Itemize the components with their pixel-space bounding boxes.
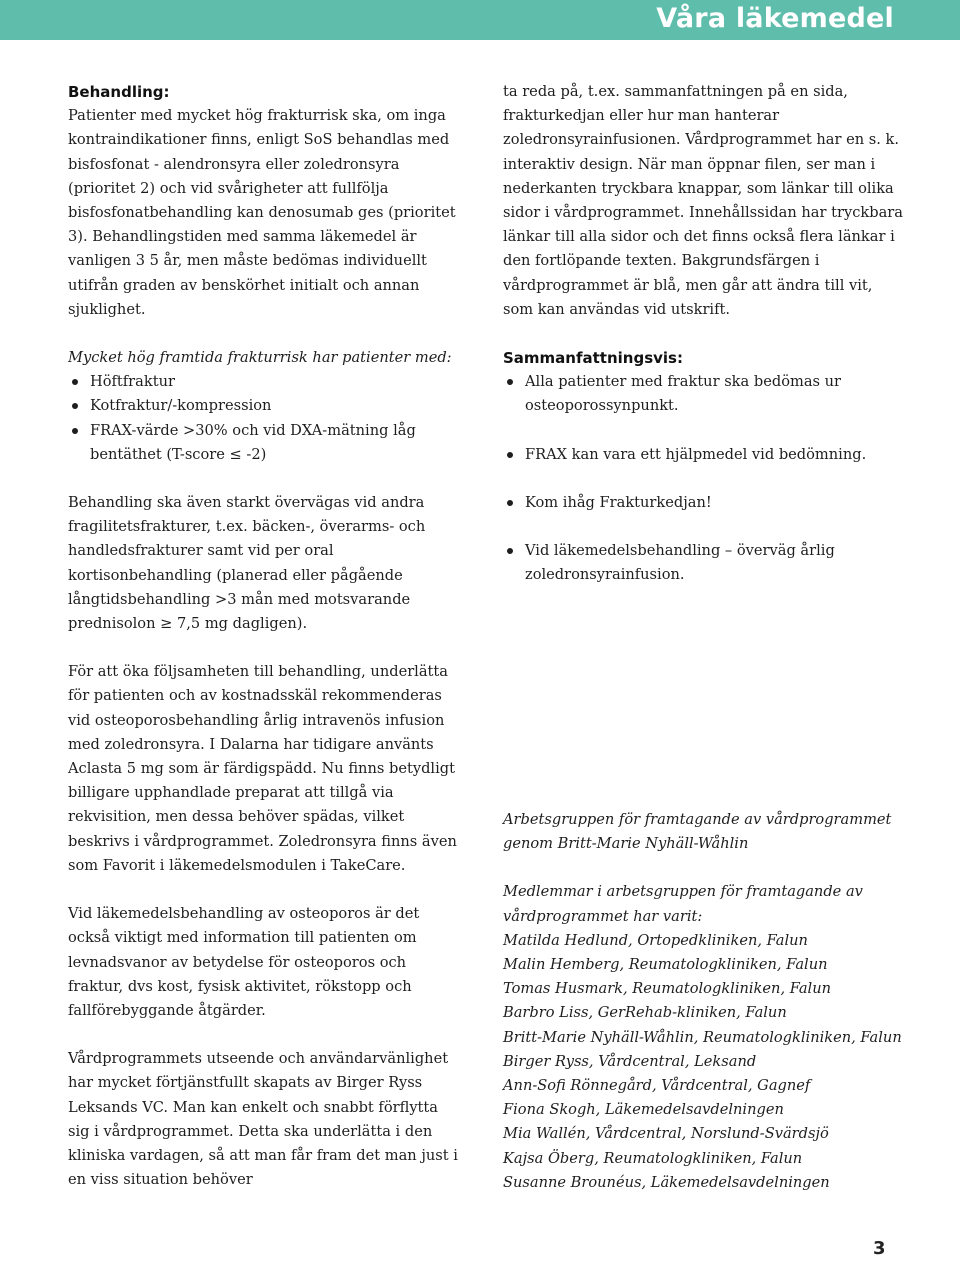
- member: Barbro Liss, GerRehab-kliniken, Falun: [503, 1004, 787, 1022]
- fragility-paragraph: Behandling ska även starkt övervägas vid andra fragilitetsfrakturer, t.ex. bäcken-, överarms- och handledsfrakturer samt vid per oral kortisonbehandling (planerad eller pågående långtidsbehandling >3 mån med motsvarande prednisolon ≥ 7,5 mg dagligen).: [68, 494, 426, 633]
- risk-item: FRAX-värde >30% och vid DXA-mätning låg bentäthet (T-score ≤ -2): [68, 419, 463, 467]
- member: Britt-Marie Nyhäll-Wåhlin, Reumatologkliniken, Falun: [503, 1028, 902, 1046]
- summary-heading: Sammanfattningsvis:: [503, 349, 683, 368]
- section-title: Våra läkemedel: [656, 3, 894, 34]
- member: Birger Ryss, Vårdcentral, Leksand: [503, 1052, 757, 1070]
- design-paragraph: Vårdprogrammets utseende och användarvänlighet har mycket förtjänstfullt skapats av Birger Ryss Leksands VC. Man kan enkelt och snabbt förflytta sig i vårdprogrammet. Detta ska underlätta i den kliniska vardagen, så att man får fram det man just i en viss situation behöver: [68, 1050, 458, 1189]
- continued-paragraph: ta reda på, t.ex. sammanfattningen på en sida, frakturkedjan eller hur man hanterar zoledronsyrainfusionen. Vårdprogrammet har en s. k. interaktiv design. När man öppnar filen, ser man i nederkanten tryckbara knappar, som länkar till olika sidor i vårdprogrammet. Innehållssidan har tryckbara länkar till alla sidor och det finns också flera länkar i den fortlöpande texten. Bakgrundsfärgen i vårdprogrammet är blå, men går att ändra till vit, som kan användas vid utskrift.: [503, 83, 903, 318]
- risk-item: Höftfraktur: [68, 370, 463, 394]
- left-column: [68, 80, 463, 1192]
- right-column: [503, 80, 903, 587]
- summary-list: [503, 370, 903, 587]
- credits-block: [503, 808, 903, 1195]
- summary-item: Vid läkemedelsbehandling – överväg årlig zoledronsyrainfusion.: [503, 539, 903, 587]
- member: Kajsa Öberg, Reumatologkliniken, Falun: [503, 1149, 803, 1167]
- page-number: 3: [873, 1238, 886, 1259]
- member: Ann-Sofi Rönnegård, Vårdcentral, Gagnef: [503, 1077, 811, 1095]
- summary-item: Alla patienter med fraktur ska bedömas ur osteoporossynpunkt.: [503, 370, 903, 418]
- members-intro: Medlemmar i arbetsgruppen för framtagande av vårdprogrammet har varit:: [503, 883, 863, 925]
- risk-intro: Mycket hög framtida frakturrisk har patienter med:: [68, 349, 452, 367]
- lifestyle-paragraph: Vid läkemedelsbehandling av osteoporos är det också viktigt med information till patienten om levnadsvanor av betydelse för osteoporos och fraktur, dvs kost, fysisk aktivitet, rökstopp och fallförebyggande åtgärder.: [68, 905, 420, 1019]
- treatment-paragraph: Patienter med mycket hög frakturrisk ska, om inga kontraindikationer finns, enligt SoS behandlas med bisfosfonat - alendronsyra eller zoledronsyra (prioritet 2) och vid svårigheter att fullfölja bisfosfonatbehandling kan denosumab ges (prioritet 3). Behandlingstiden med samma läkemedel är vanligen 3 5 år, men måste bedömas individuellt utifrån graden av benskörhet initialt och annan sjuklighet.: [68, 107, 456, 318]
- member: Mia Wallén, Vårdcentral, Norslund-Svärdsjö: [503, 1125, 829, 1143]
- risk-list: [68, 370, 463, 467]
- summary-item: FRAX kan vara ett hjälpmedel vid bedömning.: [503, 443, 903, 467]
- summary-item: Kom ihåg Frakturkedjan!: [503, 491, 903, 515]
- risk-item: Kotfraktur/-kompression: [68, 394, 463, 418]
- member: Tomas Husmark, Reumatologkliniken, Falun: [503, 980, 832, 998]
- adherence-paragraph: För att öka följsamheten till behandling, underlätta för patienten och av kostnadsskäl rekommenderas vid osteoporosbehandling årlig intravenös infusion med zoledronsyra. I Dalarna har tidigare använts Aclasta 5 mg som är färdigspädd. Nu finns betydligt billigare upphandlade preparat att tillgå via rekvisition, men dessa behöver spädas, vilket beskrivs i vårdprogrammet. Zoledronsyra finns även som Favorit i läkemedelsmodulen i TakeCare.: [68, 663, 457, 874]
- member: Fiona Skogh, Läkemedelsavdelningen: [503, 1101, 784, 1119]
- workgroup-line: Arbetsgruppen för framtagande av vårdprogrammet genom Britt-Marie Nyhäll-Wåhlin: [503, 811, 892, 853]
- header-band: [0, 0, 960, 40]
- member: Susanne Brounéus, Läkemedelsavdelningen: [503, 1173, 830, 1191]
- member: Malin Hemberg, Reumatologkliniken, Falun: [503, 956, 828, 974]
- member: Matilda Hedlund, Ortopedkliniken, Falun: [503, 931, 808, 949]
- treatment-heading: Behandling:: [68, 83, 170, 101]
